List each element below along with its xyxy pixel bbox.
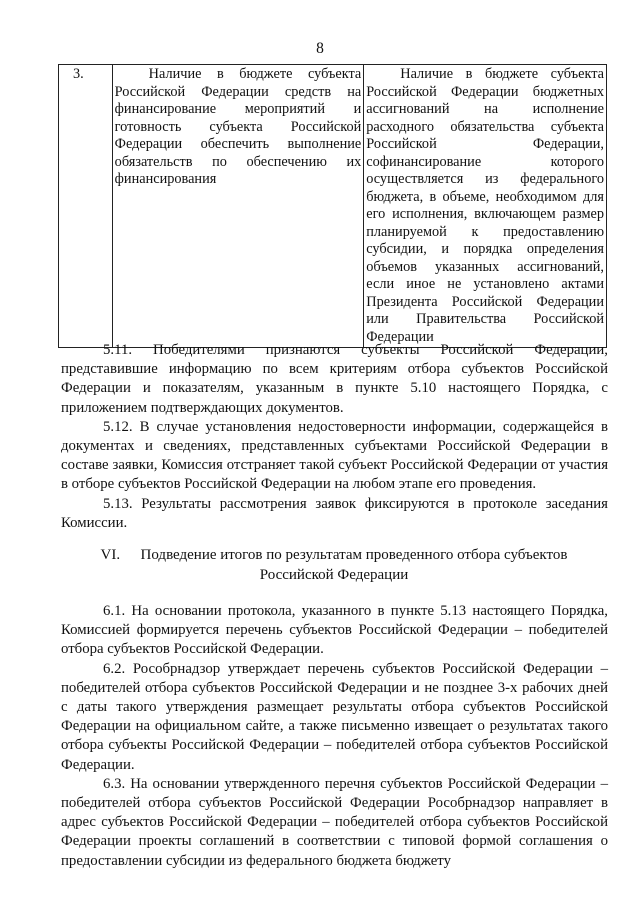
section-5-paragraphs	[61, 341, 608, 533]
paragraph-5-13: 5.13. Результаты рассмотрения заявок фиксируются в протоколе заседания Комиссии.	[61, 495, 608, 531]
paragraph-5-12: 5.12. В случае установления недостоверности информации, содержащейся в документах и сведениях, представленных субъектами Российской Федерации в составе заявки, Комиссия отстраняет такой субъект Российской Федерации от участия в отборе субъектов Российской Федерации на любом этапе его проведения.	[61, 418, 608, 493]
documents-cell: Наличие в бюджете субъекта Российской Федерации бюджетных ассигнований на исполнение расходного обязательства субъекта Российской Федерации, софинансирование которого осуществляется из федерального бюджета, в объеме, необходимом для его исполнения, включающем размер планируемой к предоставлению субсидии, и порядка определения объемов указанных ассигнований, если иное не установлено актами Президента Российской Федерации или Правительства Российской Федерации	[364, 65, 607, 348]
section-heading-line2: Российской Федерации	[259, 566, 409, 583]
table-row	[59, 65, 607, 348]
section-heading	[60, 546, 608, 585]
section-6-paragraphs	[61, 602, 608, 871]
paragraph-5-11: 5.11. Победителями признаются субъекты Российской Федерации, представившие информацию по всем критериям отбора субъектов Российской Федерации и показателям, указанным в пункте 5.10 настоящего Порядка, с приложением подтверждающих документов.	[61, 342, 608, 416]
paragraph-6-3: 6.3. На основании утвержденного перечня субъектов Российской Федерации – победителей отбора субъектов Российской Федерации Рособрнадзор направляет в адрес субъектов Российской Федерации – победителей отбора субъектов Российской Федерации проекты соглашений в соответствии с типовой формой соглашения о предоставлении субсидии из федерального бюджета бюджету	[61, 775, 608, 869]
section-heading-line1	[60, 546, 608, 566]
paragraph-6-2: 6.2. Рособрнадзор утверждает перечень субъектов Российской Федерации – победителей отбора субъектов Российской Федерации и не позднее 3-х рабочих дней с даты такого утверждения размещает результаты отбора субъектов Российской Федерации на официальном сайте, а также письменно извещает о результатах такого отбора субъекты Российской Федерации – победителей отбора субъектов Российской Федерации.	[61, 660, 608, 773]
criteria-table	[58, 64, 607, 348]
criterion-cell: Наличие в бюджете субъекта Российской Федерации средств на финансирование мероприятий и готовность субъекта Российской Федерации обеспечить выполнение обязательств по обеспечению их финансирования	[112, 65, 364, 348]
row-number: 3.	[59, 65, 113, 348]
page-number: 8	[316, 40, 324, 57]
section-number: VI.	[100, 547, 121, 563]
paragraph-6-1: 6.1. На основании протокола, указанного в пункте 5.13 настоящего Порядка, Комиссией формируется перечень субъектов Российской Федерации – победителей отбора субъектов Российской Федерации.	[61, 603, 608, 658]
section-title: Подведение итогов по результатам проведенного отбора субъектов	[140, 547, 568, 563]
